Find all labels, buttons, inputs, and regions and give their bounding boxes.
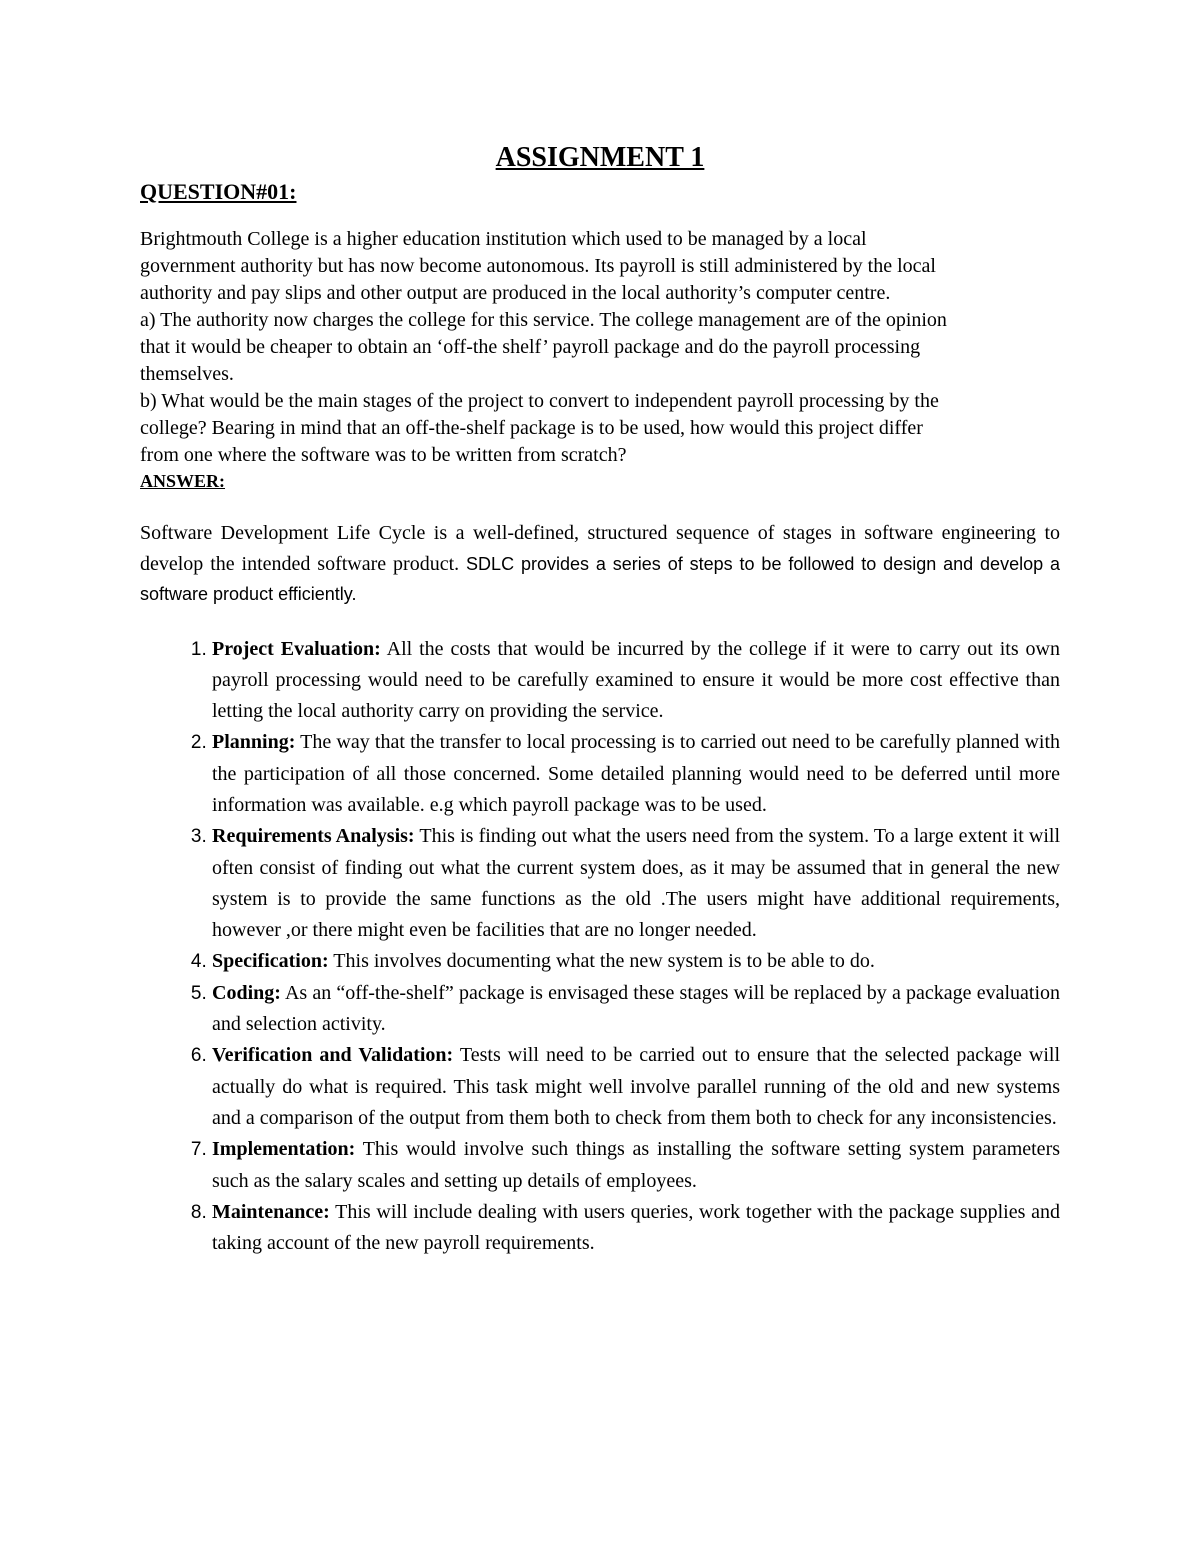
stage-text: This involves documenting what the new system is to be able to do.: [333, 950, 875, 973]
question-body: [140, 226, 1060, 469]
list-item: [212, 978, 1060, 1041]
answer-heading: ANSWER:: [140, 471, 226, 491]
question-part-a: a) The authority now charges the college for this service. The college management are of the opinion that it would be cheaper to obtain an ‘off-the shelf’ payroll package and do the payroll processing themselves.: [140, 309, 947, 385]
stage-term: Project Evaluation:: [212, 637, 381, 660]
stage-term: Implementation:: [212, 1138, 356, 1161]
list-item: [212, 727, 1060, 821]
stage-text: The way that the transfer to local processing is to carried out need to be carefully planned with the participation of all those concerned. Some detailed planning would need to be deferred until more information was available. e.g which payroll package was to be used.: [212, 731, 1061, 816]
list-item: [212, 946, 1060, 977]
list-item: [212, 1134, 1060, 1197]
stage-text: All the costs that would be incurred by the college if it were to carry out its own payroll processing would need to be carefully examined to ensure it would be more cost effective than letting the local authority carry on providing the service.: [212, 637, 1060, 723]
answer-intro-sans: SDLC provides a series of steps to be followed to design and develop a software product efficiently.: [140, 553, 1061, 604]
list-item: [212, 1197, 1060, 1260]
question-part-b: b) What would be the main stages of the project to convert to independent payroll processing by the college? Bearing in mind that an off-the-shelf package is to be used, how would this project differ from one where the software was to be written from scratch?: [140, 390, 939, 466]
page-title: ASSIGNMENT 1: [495, 142, 705, 173]
document-page: [140, 140, 1060, 1259]
stage-term: Coding:: [212, 981, 281, 1004]
stage-term: Requirements Analysis:: [212, 825, 415, 848]
stage-text: This would involve such things as installing the software setting system parameters such as the salary scales and setting up details of employees.: [212, 1138, 1061, 1192]
answer-intro: [140, 518, 1060, 610]
stages-list: [140, 634, 1060, 1260]
stage-text: This will include dealing with users queries, work together with the package supplies and taking account of the new payroll requirements.: [212, 1200, 1060, 1255]
question-paragraph: Brightmouth College is a higher education institution which used to be managed by a local government authority but has now become autonomous. Its payroll is still administered by the local authority and pay slips and other output are produced in the local authority’s computer centre.: [140, 228, 936, 304]
stage-text: As an “off-the-shelf” package is envisaged these stages will be replaced by a package evaluation and selection activity.: [212, 981, 1060, 1036]
stage-term: Specification:: [212, 950, 329, 973]
stage-text: Tests will need to be carried out to ensure that the selected package will actually do what is required. This task might well involve parallel running of the old and new systems and a comparison of the output from them both to check from them both to check for any inconsistencies.: [212, 1044, 1061, 1129]
list-item: [212, 821, 1060, 946]
stage-term: Planning:: [212, 731, 296, 754]
list-item: [212, 1040, 1060, 1134]
question-heading: QUESTION#01:: [140, 179, 297, 204]
answer-intro-serif: Software Development Life Cycle is a well-defined, structured sequence of stages in software engineering to develop the intended software product.: [140, 522, 1060, 575]
stage-term: Verification and Validation:: [212, 1044, 454, 1067]
list-item: [212, 634, 1060, 728]
stage-text: This is finding out what the users need from the system. To a large extent it will often consist of finding out what the current system does, as it may be assumed that in general the new system is to provide the same functions as the old .The users might have additional requirements, however ,or there might even be facilities that are no longer needed.: [212, 825, 1061, 942]
stage-term: Maintenance:: [212, 1200, 330, 1223]
